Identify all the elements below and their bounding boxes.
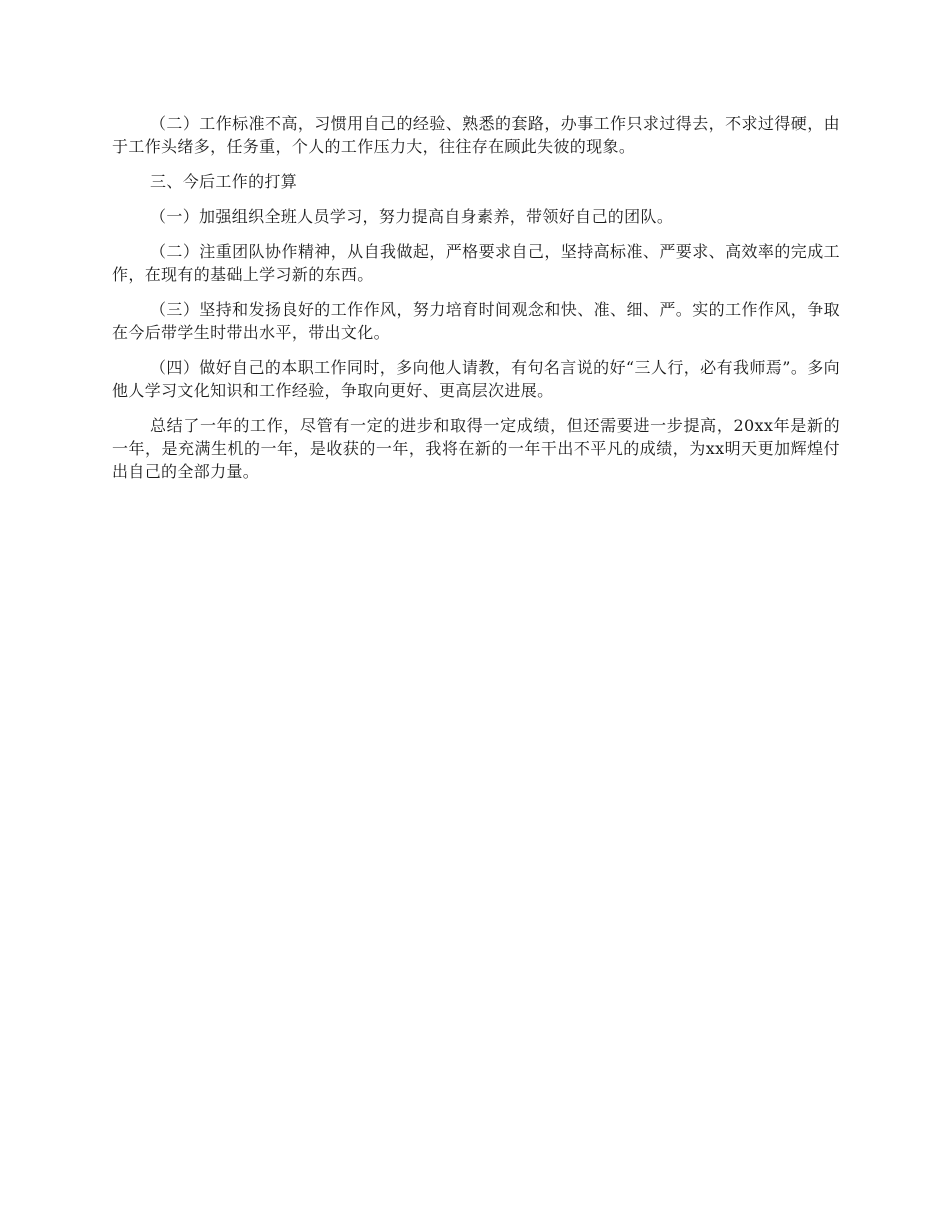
document-body <box>112 112 840 495</box>
section-heading-future-plans: 三、今后工作的打算 <box>150 172 298 191</box>
paragraph-conclusion: 总结了一年的工作，尽管有一定的进步和取得一定成绩，但还需要进一步提高，20xx年是新的一年，是充满生机的一年，是收获的一年，我将在新的一年干出不平凡的成绩，为xx明天更加辉煌付出自己的全部力量。 <box>112 416 840 481</box>
paragraph-plan-four: （四）做好自己的本职工作同时，多向他人请教，有句名言说的好“三人行，必有我师焉”。多向他人学习文化知识和工作经验，争取向更好、更高层次进展。 <box>112 358 840 400</box>
paragraph-plan-two: （二）注重团队协作精神，从自我做起，严格要求自己，坚持高标准、严要求、高效率的完成工作，在现有的基础上学习新的东西。 <box>112 242 840 284</box>
paragraph-plan-one: （一）加强组织全班人员学习，努力提高自身素养，带领好自己的团队。 <box>150 207 674 226</box>
paragraph-plan-three: （三）坚持和发扬良好的工作作风，努力培育时间观念和快、准、细、严。实的工作作风，争取在今后带学生时带出水平，带出文化。 <box>112 300 840 342</box>
paragraph-issue-two: （二）工作标准不高，习惯用自己的经验、熟悉的套路，办事工作只求过得去，不求过得硬，由于工作头绪多，任务重，个人的工作压力大，往往存在顾此失彼的现象。 <box>112 114 840 156</box>
